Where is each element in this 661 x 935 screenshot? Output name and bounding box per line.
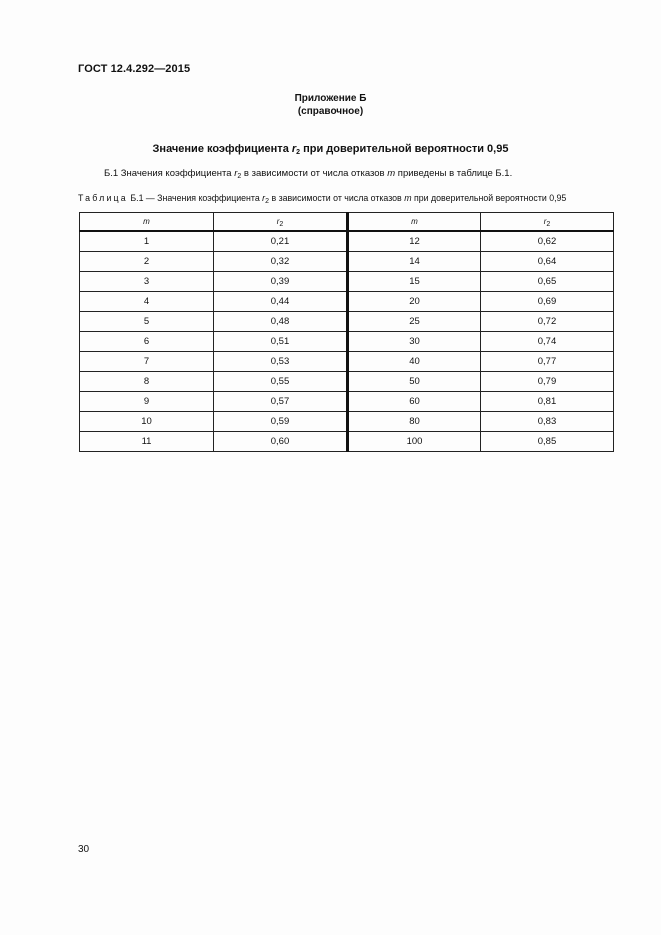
appendix-subtitle: (справочное) — [297, 106, 364, 117]
header-r-left: $r_2$ — [214, 213, 348, 232]
cell-m-left: 10 — [80, 412, 214, 432]
caption-var-r: r — [262, 193, 266, 203]
cell-m-left: 1 — [80, 231, 214, 252]
table-row — [80, 312, 614, 332]
cell-r-left: 0,44 — [214, 292, 348, 312]
cell-r-left: 0,57 — [214, 392, 348, 412]
caption-var-sub: 2 — [265, 198, 270, 205]
cell-r-right: 0,62 — [481, 231, 614, 252]
cell-m-left: 7 — [80, 352, 214, 372]
table-row — [80, 292, 614, 312]
cell-r-left: 0,21 — [214, 231, 348, 252]
table-row — [80, 412, 614, 432]
intro-paragraph — [104, 168, 512, 179]
cell-r-right: 0,83 — [481, 412, 614, 432]
cell-m-right: 60 — [348, 392, 481, 412]
table-body — [80, 231, 614, 452]
para-var-sub: 2 — [237, 173, 242, 180]
caption-label: Таблица — [78, 193, 128, 203]
cell-m-left: 8 — [80, 372, 214, 392]
cell-r-left: 0,48 — [214, 312, 348, 332]
caption-middle: в зависимости от числа отказов — [269, 193, 405, 203]
caption-number: Б.1 — Значения коэффициента — [127, 193, 263, 203]
cell-m-right: 20 — [348, 292, 481, 312]
section-title-sub: 2 — [296, 149, 301, 156]
cell-m-left: 11 — [80, 432, 214, 452]
appendix-title: Приложение Б — [294, 93, 367, 104]
cell-m-right: 40 — [348, 352, 481, 372]
cell-m-left: 4 — [80, 292, 214, 312]
table-header-row — [80, 213, 614, 232]
header-m-right: m — [348, 213, 481, 232]
cell-r-left: 0,51 — [214, 332, 348, 352]
cell-m-left: 5 — [80, 312, 214, 332]
cell-r-left: 0,53 — [214, 352, 348, 372]
cell-m-left: 3 — [80, 272, 214, 292]
standard-id: ГОСТ 12.4.292—2015 — [78, 63, 191, 75]
caption-end: при доверительной вероятности 0,95 — [411, 193, 567, 203]
cell-r-right: 0,77 — [481, 352, 614, 372]
cell-r-right: 0,74 — [481, 332, 614, 352]
table-row — [80, 392, 614, 412]
section-title-rest: при доверительной вероятности 0,95 — [300, 143, 509, 155]
table-row — [80, 332, 614, 352]
cell-r-left: 0,55 — [214, 372, 348, 392]
appendix-heading — [0, 92, 661, 118]
table-row — [80, 352, 614, 372]
cell-r-left: 0,60 — [214, 432, 348, 452]
section-title-text: Значение коэффициента — [152, 143, 292, 155]
cell-m-left: 6 — [80, 332, 214, 352]
cell-r-right: 0,72 — [481, 312, 614, 332]
para-var-r: r — [234, 168, 238, 179]
cell-r-right: 0,64 — [481, 252, 614, 272]
section-title — [0, 143, 661, 155]
para-end: приведены в таблице Б.1. — [395, 168, 513, 179]
cell-r-right: 0,65 — [481, 272, 614, 292]
cell-m-right: 50 — [348, 372, 481, 392]
cell-m-right: 12 — [348, 231, 481, 252]
cell-m-left: 9 — [80, 392, 214, 412]
cell-m-right: 14 — [348, 252, 481, 272]
cell-r-left: 0,32 — [214, 252, 348, 272]
table-row — [80, 252, 614, 272]
header-m-left: m — [80, 213, 214, 232]
header-r-right: $r_2$ — [481, 213, 614, 232]
table-row — [80, 432, 614, 452]
para-var-m: m — [387, 168, 396, 179]
cell-r-left: 0,59 — [214, 412, 348, 432]
caption-var-m: m — [404, 193, 412, 203]
cell-r-right: 0,85 — [481, 432, 614, 452]
cell-m-right: 30 — [348, 332, 481, 352]
table-caption — [78, 193, 566, 203]
cell-r-right: 0,79 — [481, 372, 614, 392]
para-middle: в зависимости от числа отказов — [241, 168, 388, 179]
cell-r-right: 0,69 — [481, 292, 614, 312]
section-title-var: r — [291, 143, 297, 155]
cell-m-right: 100 — [348, 432, 481, 452]
cell-r-left: 0,39 — [214, 272, 348, 292]
cell-m-right: 15 — [348, 272, 481, 292]
cell-m-right: 80 — [348, 412, 481, 432]
table-row — [80, 372, 614, 392]
table-row — [80, 272, 614, 292]
table-row — [80, 231, 614, 252]
cell-m-left: 2 — [80, 252, 214, 272]
coefficient-table — [79, 212, 614, 452]
page-number: 30 — [78, 844, 90, 855]
cell-r-right: 0,81 — [481, 392, 614, 412]
para-text: Б.1 Значения коэффициента — [104, 168, 235, 179]
cell-m-right: 25 — [348, 312, 481, 332]
